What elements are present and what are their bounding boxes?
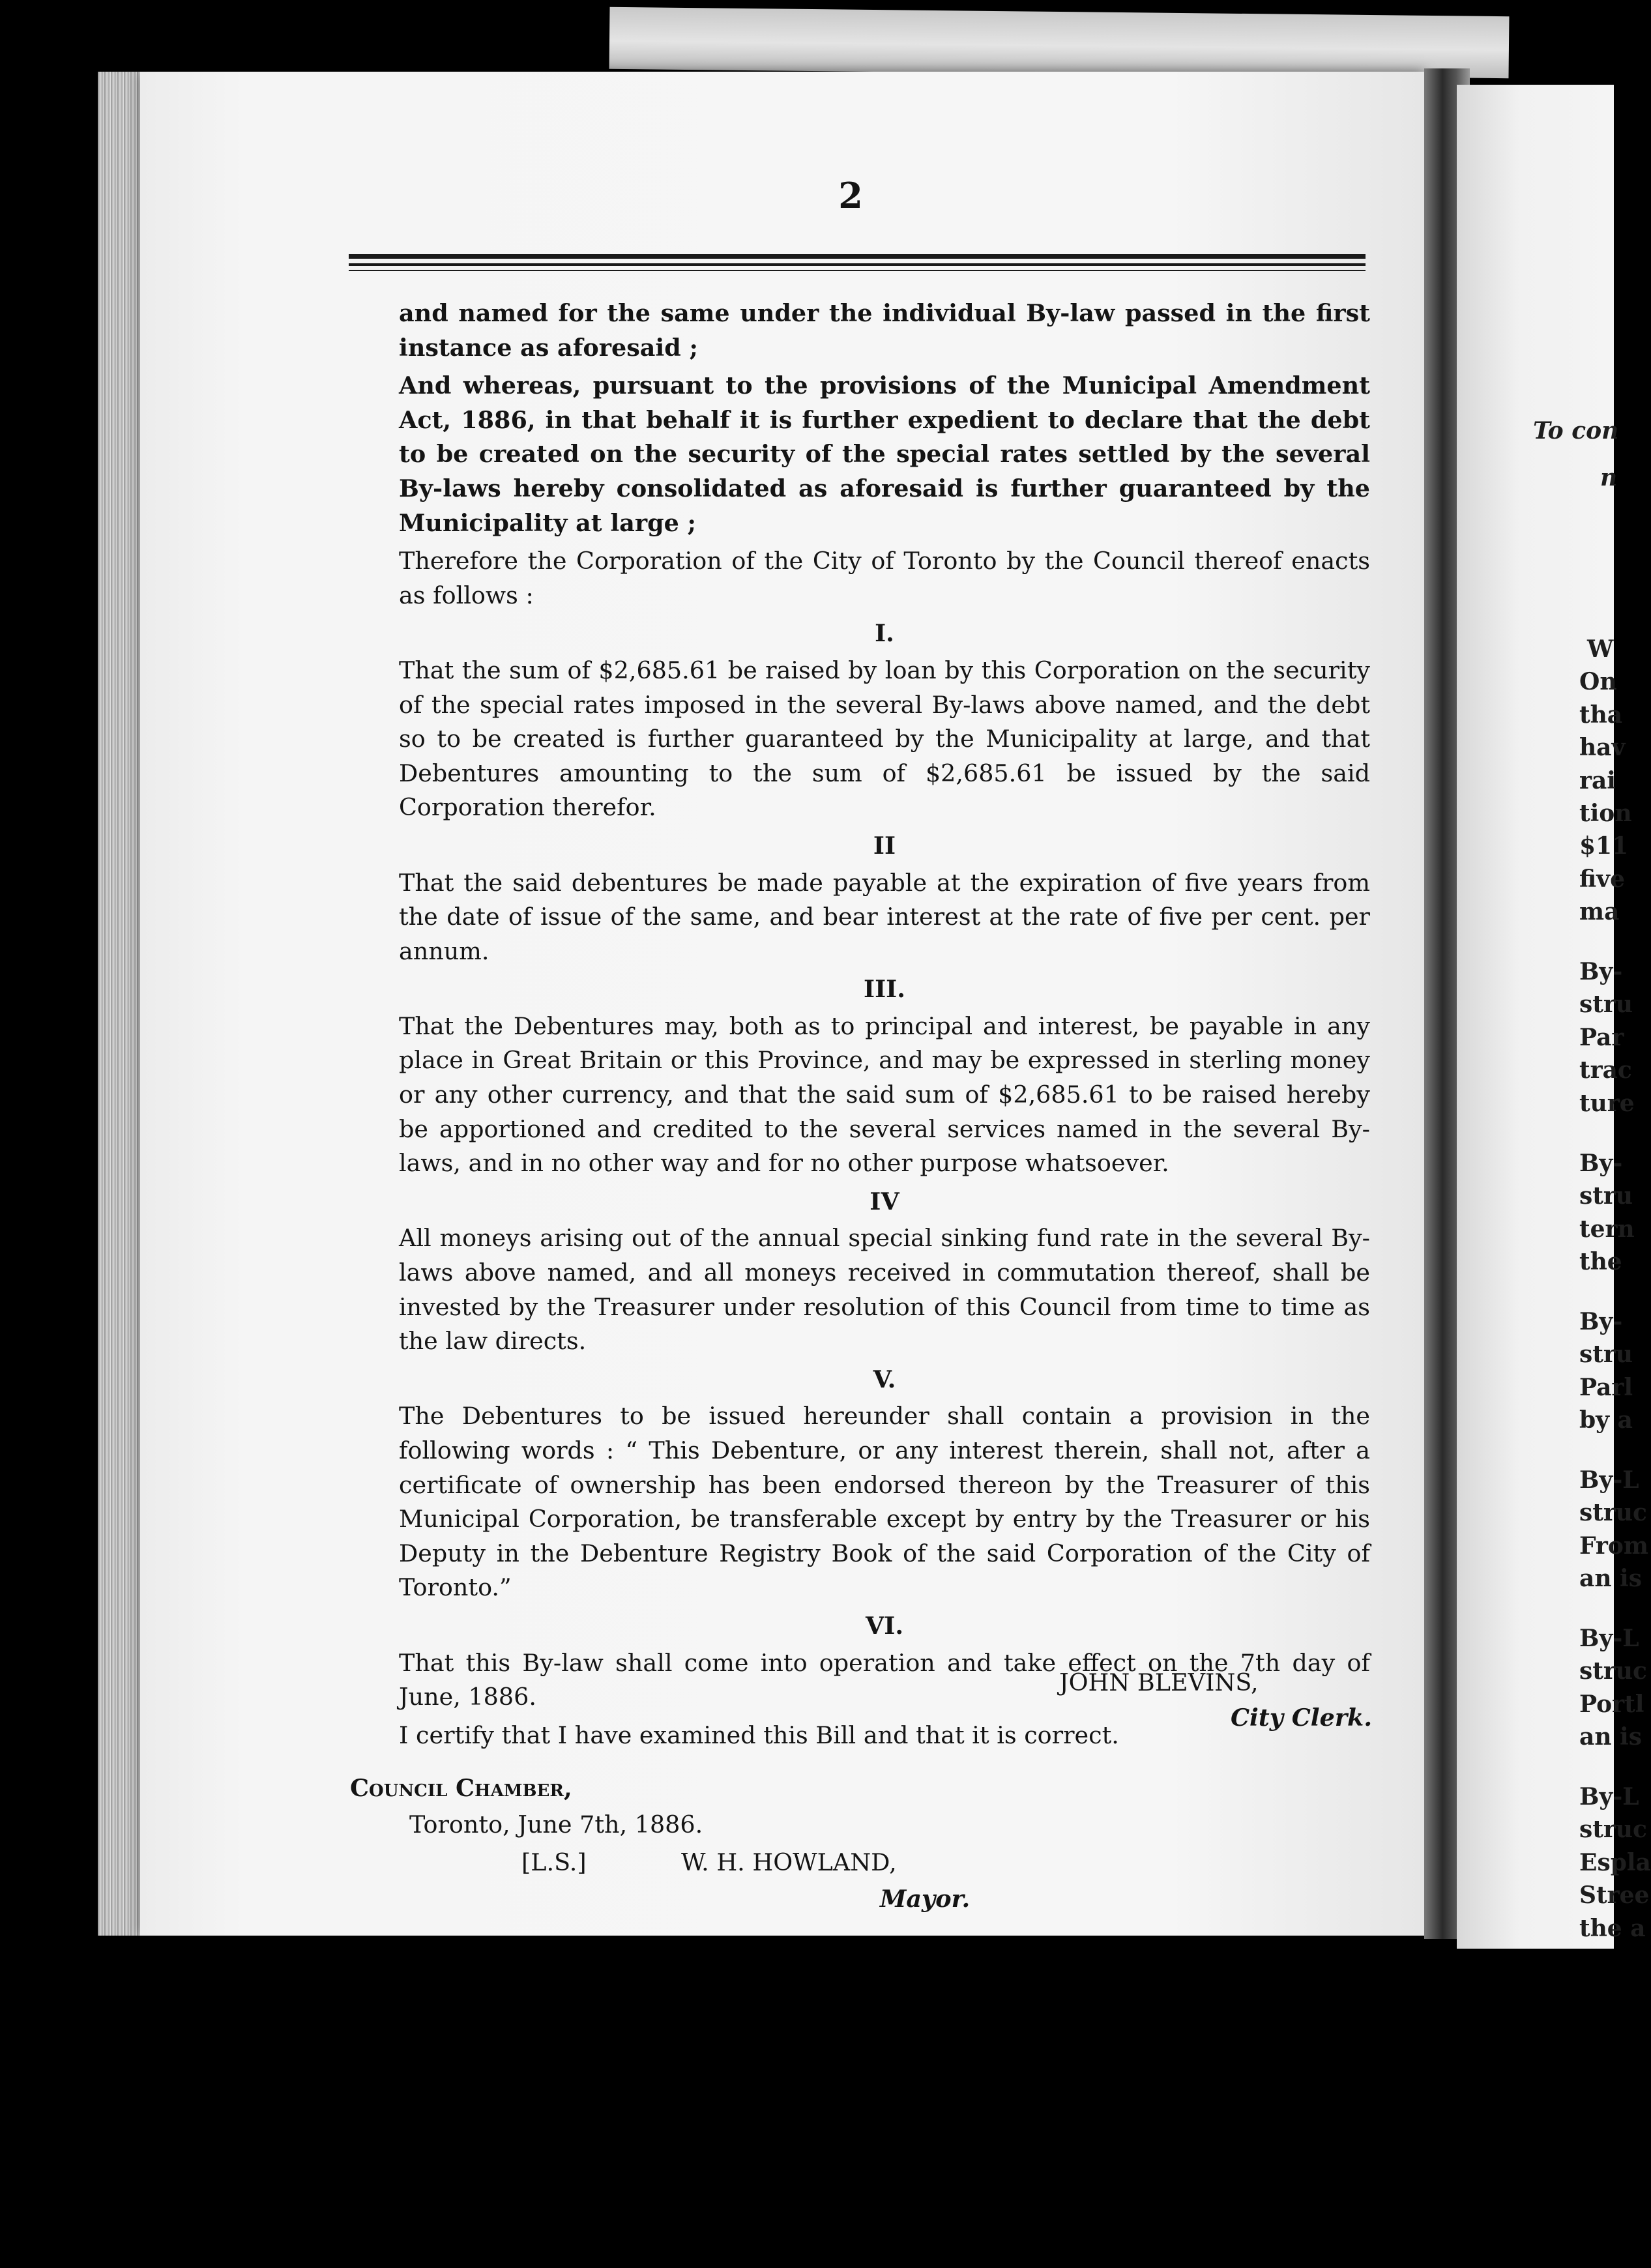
top-page-edge bbox=[609, 7, 1510, 78]
section-heading: I. bbox=[875, 619, 894, 648]
facing-page-fragment: struc bbox=[1579, 1816, 1647, 1843]
body-paragraph: That the said debentures be made payable at the expiration of five years from the date of issue of the same, and bear interest at the rate of five per cent. per annum. bbox=[399, 868, 1370, 965]
facing-page-fragment: By-L bbox=[1579, 1625, 1639, 1652]
facing-page-fragment: Stree bbox=[1579, 1882, 1650, 1909]
body-paragraph: That this By-law shall come into operation and take effect on the 7th day of June, 1886. bbox=[399, 1648, 1370, 1711]
facing-page-fragment: struc bbox=[1579, 1657, 1647, 1685]
body-paragraph: Therefore the Corporation of the City of Toronto by the Council thereof enacts as follows : bbox=[399, 547, 1370, 609]
facing-page-fragment: ture bbox=[1579, 1090, 1635, 1117]
section-heading: V. bbox=[873, 1365, 896, 1393]
facing-page-fragment: tion bbox=[1579, 800, 1632, 827]
council-chamber-label: Council Chamber, bbox=[350, 1774, 572, 1802]
facing-page-fragment: To con bbox=[1533, 417, 1619, 444]
section-heading: II bbox=[873, 831, 896, 860]
header-rule bbox=[349, 254, 1366, 259]
facing-page-fragment: Parl bbox=[1579, 1374, 1633, 1401]
mayor-title: Mayor. bbox=[880, 1885, 971, 1913]
clerk-title: City Clerk. bbox=[1231, 1704, 1373, 1732]
header-rule bbox=[349, 270, 1366, 271]
body-paragraph: and named for the same under the individual By-law passed in the first instance as aforesaid ; bbox=[399, 299, 1370, 362]
clerk-name: JOHN BLEVINS, bbox=[1059, 1668, 1259, 1696]
facing-page-fragment: Par bbox=[1579, 1024, 1624, 1051]
facing-page-fragment: struc bbox=[1579, 1499, 1647, 1526]
facing-page-fragment: the a bbox=[1579, 1915, 1646, 1942]
section-heading: IV bbox=[869, 1187, 899, 1215]
facing-page-fragment: Espla bbox=[1579, 1849, 1651, 1876]
seal-mark: [L.S.] bbox=[521, 1848, 587, 1876]
facing-page-fragment: stru bbox=[1579, 991, 1633, 1018]
facing-page-fragment: On bbox=[1579, 668, 1617, 695]
facing-page-fragment: Portl bbox=[1579, 1691, 1644, 1718]
page-number: 2 bbox=[838, 175, 863, 216]
facing-page-fragment: rai bbox=[1579, 767, 1616, 794]
facing-page-fragment: an is bbox=[1579, 1723, 1642, 1751]
chamber-date: Toronto, June 7th, 1886. bbox=[409, 1810, 703, 1839]
body-paragraph: And whereas, pursuant to the provisions of the Municipal Amendment Act, 1886, in that behalf it is further expedient to declare that the debt to be created on the security of the special rates settled by the several By-laws hereby consolidated as aforesaid is further guaranteed by the Municipality at large ; bbox=[399, 371, 1370, 537]
facing-page-fragment: By-L bbox=[1579, 1783, 1639, 1810]
facing-page-fragment: the bbox=[1579, 1248, 1622, 1275]
facing-page-fragment: By- bbox=[1579, 958, 1623, 985]
facing-page-fragment: trac bbox=[1579, 1056, 1632, 1084]
facing-page-fragment: by a bbox=[1579, 1406, 1633, 1434]
section-heading: III. bbox=[864, 975, 905, 1004]
body-paragraph: All moneys arising out of the annual special sinking fund rate in the several By-laws above named, and all moneys received in commutation thereof, shall be invested by the Treasurer under resolution of this Council from time to time as the law directs. bbox=[399, 1224, 1370, 1356]
page-stack-edge bbox=[98, 72, 147, 1936]
header-rule bbox=[349, 263, 1366, 266]
mayor-name: W. H. HOWLAND, bbox=[681, 1848, 897, 1876]
body-paragraph: That the sum of $2,685.61 be raised by loan by this Corporation on the security of the special rates imposed in the several By-laws above named, and the debt so to be created is further guaranteed by the Municipality at large, and that Debentures amounting to the sum of $2,685.61 be issued by the said Corporation therefor. bbox=[399, 656, 1370, 822]
facing-page-fragment: n bbox=[1600, 464, 1618, 491]
facing-page-fragment: By-L bbox=[1579, 1466, 1639, 1494]
facing-page-fragment: W bbox=[1587, 635, 1614, 663]
facing-page-fragment: By- bbox=[1579, 1308, 1623, 1335]
facing-page-fragment: ma bbox=[1579, 898, 1620, 925]
section-heading: VI. bbox=[865, 1611, 904, 1640]
bylaw-body-text bbox=[399, 297, 1373, 1756]
body-paragraph: That the Debentures may, both as to principal and interest, be payable in any place in Great Britain or this Province, and may be expressed in sterling money or any other currency, and that the said sum of $2,685.61 to be raised hereby be apportioned and credited to the several services named in the several By-laws, and in no other way and for no other purpose whatsoever. bbox=[399, 1011, 1370, 1178]
body-paragraph: I certify that I have examined this Bill and that it is correct. bbox=[399, 1721, 1119, 1749]
facing-page-fragment: By- bbox=[1579, 1150, 1623, 1177]
facing-page-fragment: an is bbox=[1579, 1565, 1642, 1592]
facing-page-fragment: From bbox=[1579, 1532, 1648, 1560]
facing-page-fragment: hav bbox=[1579, 734, 1626, 761]
facing-page-fragment: tha bbox=[1579, 701, 1623, 729]
facing-page-fragment: $11 bbox=[1579, 832, 1629, 860]
body-paragraph: The Debentures to be issued hereunder shall contain a provision in the following words : “ This Debenture, or any interest therein, shall not, after a certificate of ownership has been endorsed thereon by the Treasurer of this Municipal Corporation, be transferable except by entry by the Treasurer or his Deputy in the Debenture Registry Book of the said Corporation of the City of Toronto.” bbox=[399, 1402, 1370, 1602]
facing-page-fragment: stru bbox=[1579, 1341, 1633, 1368]
facing-page-fragment: stru bbox=[1579, 1182, 1633, 1210]
facing-page-fragment: tern bbox=[1579, 1215, 1635, 1243]
facing-page-fragment: five bbox=[1579, 865, 1625, 893]
